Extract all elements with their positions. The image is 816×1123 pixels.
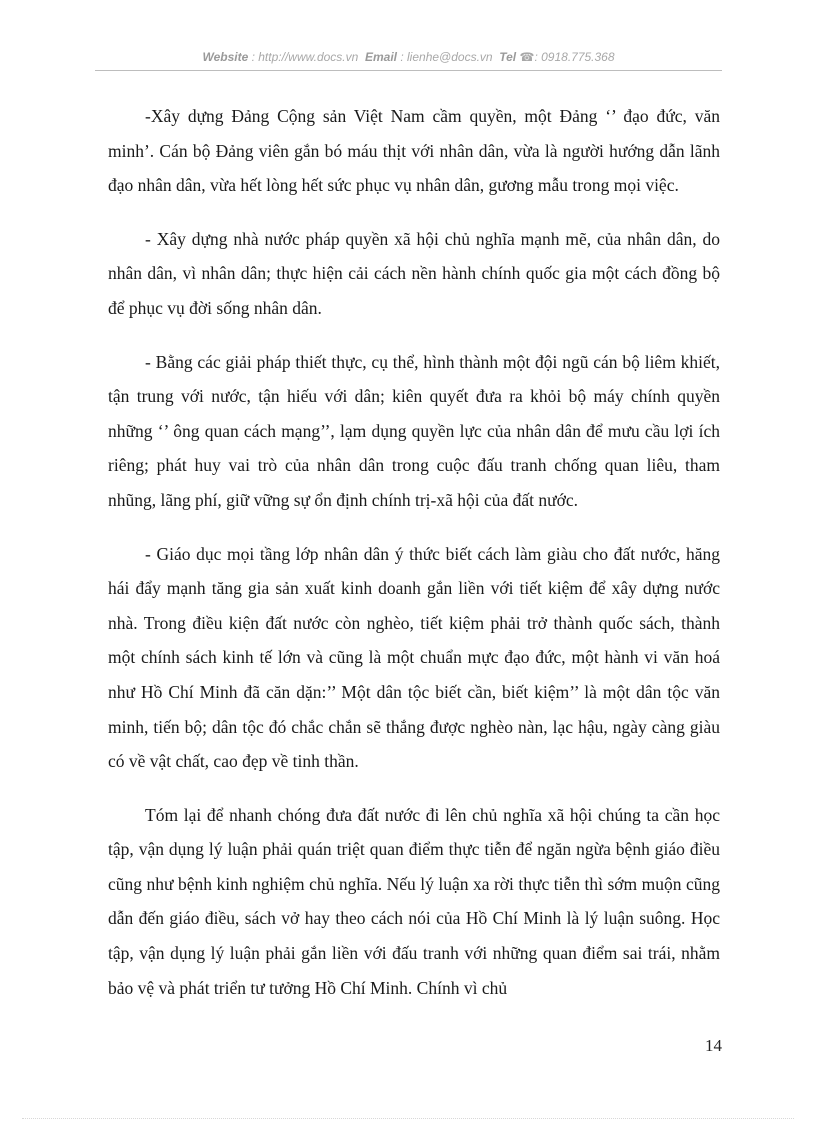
- paragraph-conclusion: Tóm lại để nhanh chóng đưa đất nước đi lên chủ nghĩa xã hội chúng ta cần học tập, vận dụng lý luận phải quán triệt quan điểm thực tiễn để ngăn ngừa bệnh giáo điều cũng như bệnh kinh nghiệm chủ nghĩa. Nếu lý luận xa rời thực tiễn thì sớm muộn cũng dẫn đến giáo điều, sách vở hay theo cách nói của Hồ Chí Minh là lý luận suông. Học tập, vận dụng lý luận phải gắn liền với đấu tranh với những quan điểm sai trái, nhằm bảo vệ và phát triển tư tưởng Hồ Chí Minh. Chính vì chủ: [108, 804, 720, 998]
- paragraph-rule-of-law-state: - Xây dựng nhà nước pháp quyền xã hội chủ nghĩa mạnh mẽ, của nhân dân, do nhân dân, vì nhân dân; thực hiện cải cách nền hành chính quốc gia một cách đồng bộ để phục vụ đời sống nhân dân.: [108, 228, 720, 318]
- paragraph-education-thrift: - Giáo dục mọi tầng lớp nhân dân ý thức biết cách làm giàu cho đất nước, hăng hái đẩy mạnh tăng gia sản xuất kinh doanh gắn liền với tiết kiệm để xây dựng nước nhà. Trong điều kiện đất nước còn nghèo, tiết kiệm phải trở thành quốc sách, thành một chính sách kinh tế lớn và cũng là một chuẩn mực đạo đức, một hành vi văn hoá như Hồ Chí Minh đã căn dặn:’’ Một dân tộc biết cần, biết kiệm’’ là một dân tộc văn minh, tiến bộ; dân tộc đó chắc chắn sẽ thắng được nghèo nàn, lạc hậu, ngày càng giàu có về vật chất, cao đẹp về tinh thần.: [108, 543, 720, 772]
- header-divider: [95, 70, 722, 71]
- email-address[interactable]: : lienhe@docs.vn: [400, 50, 493, 64]
- page-number: 14: [705, 1036, 722, 1055]
- phone-icon: ☎: [519, 50, 535, 64]
- website-label: Website: [202, 50, 249, 64]
- email-label: Email: [364, 50, 397, 64]
- document-body: [108, 99, 720, 1024]
- page-header: [95, 50, 722, 64]
- bottom-border: [22, 1118, 794, 1119]
- paragraph-cadre-integrity: - Bằng các giải pháp thiết thực, cụ thể, hình thành một đội ngũ cán bộ liêm khiết, tận trung với nước, tận hiếu với dân; kiên quyết đưa ra khỏi bộ máy chính quyền những ‘’ ông quan cách mạng’’, lạm dụng quyền lực của nhân dân để mưu cầu lợi ích riêng; phát huy vai trò của nhân dân trong cuộc đấu tranh chống quan liêu, tham nhũng, lãng phí, giữ vững sự ổn định chính trị-xã hội của đất nước.: [108, 351, 720, 510]
- tel-label: Tel: [499, 50, 517, 64]
- website-url[interactable]: : http://www.docs.vn: [251, 50, 359, 64]
- tel-number: : 0918.775.368: [534, 50, 615, 64]
- paragraph-party-building: -Xây dựng Đảng Cộng sản Việt Nam cầm quyền, một Đảng ‘’ đạo đức, văn minh’. Cán bộ Đảng viên gắn bó máu thịt với nhân dân, vừa là người hướng dẫn lãnh đạo nhân dân, vừa hết lòng hết sức phục vụ nhân dân, gương mẫu trong mọi việc.: [108, 106, 720, 196]
